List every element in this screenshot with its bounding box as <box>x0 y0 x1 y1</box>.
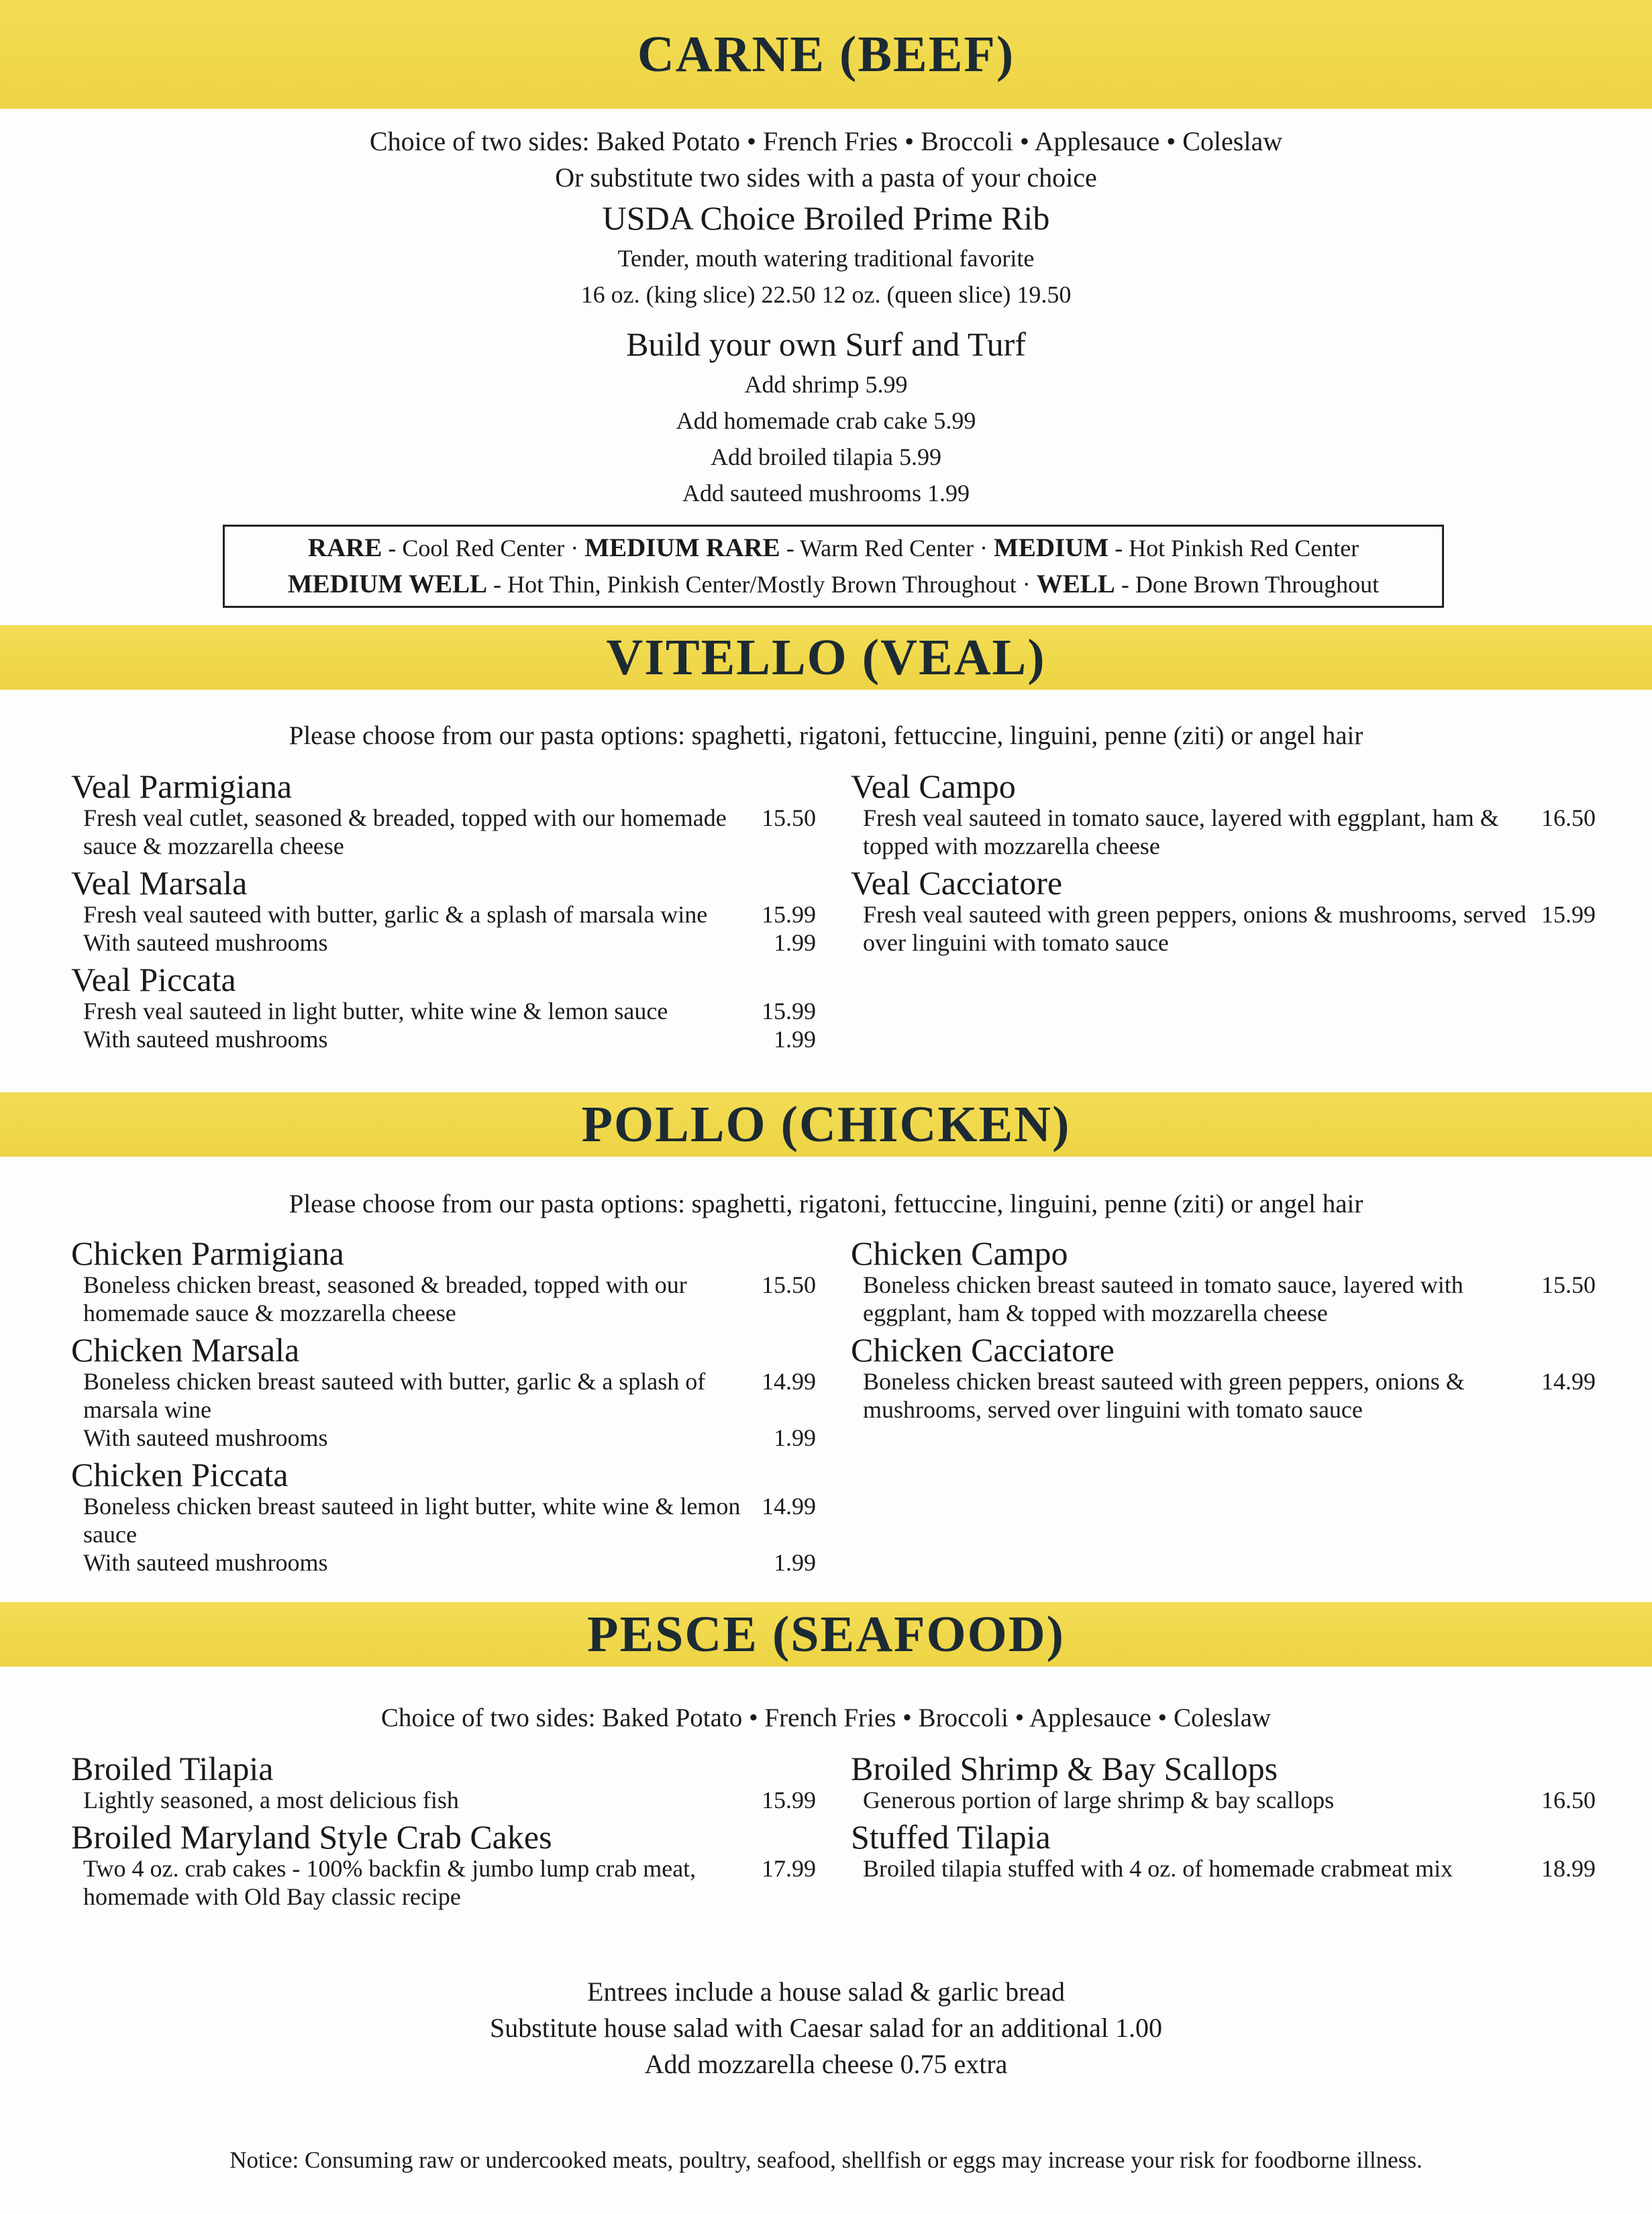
menu-item-name: Broiled Shrimp & Bay Scallops <box>851 1750 1278 1787</box>
doneness-label: MEDIUM WELL <box>287 570 488 598</box>
carne-sides: Choice of two sides: Baked Potato • French Fries • Broccoli • Applesauce • Coleslaw <box>369 126 1283 156</box>
menu-item-description: Boneless chicken breast sauteed in tomato sauce, layered with eggplant, ham & topped with mozzarella cheese <box>863 1271 1463 1326</box>
surf-turf-name: Build your own Surf and Turf <box>626 325 1026 363</box>
menu-item-price: 16.50 <box>1541 804 1596 831</box>
menu-item-name: Broiled Maryland Style Crab Cakes <box>71 1818 552 1856</box>
menu-item-price: 1.99 <box>774 1549 816 1576</box>
menu-item <box>851 1820 1596 1883</box>
menu-item-row <box>851 1367 1596 1424</box>
menu-item <box>71 1820 816 1911</box>
surf-turf-addon: Add homemade crab cake 5.99 <box>676 407 976 434</box>
menu-item <box>71 962 816 1053</box>
prime-rib-desc: Tender, mouth watering traditional favorite <box>617 245 1035 272</box>
menu-item-name: Veal Parmigiana <box>71 768 293 805</box>
menu-item-name: Chicken Parmigiana <box>71 1234 344 1272</box>
footer-line: Entrees include a house salad & garlic bread <box>587 1976 1065 2007</box>
menu-item-row <box>71 1854 816 1911</box>
foodborne-notice: Notice: Consuming raw or undercooked meats, poultry, seafood, shellfish or eggs may increase your risk for foodborne illness. <box>229 2147 1423 2173</box>
doneness-desc: - Done Brown Throughout <box>1115 571 1380 598</box>
doneness-label: WELL <box>1036 570 1115 598</box>
menu-item-price: 1.99 <box>774 1424 816 1451</box>
menu-item-row <box>71 1025 816 1053</box>
menu-item-price: 15.50 <box>1541 1271 1596 1298</box>
menu-item-description: With sauteed mushrooms <box>83 1424 328 1451</box>
menu-item-price: 15.50 <box>762 1271 816 1298</box>
menu-item-row <box>71 929 816 957</box>
carne-header-band <box>0 0 1652 109</box>
doneness-desc: - Cool Red Center · <box>382 535 585 562</box>
surf-turf-addon: Add sauteed mushrooms 1.99 <box>682 480 970 507</box>
menu-item-price: 14.99 <box>762 1368 816 1395</box>
surf-turf-addon: Add shrimp 5.99 <box>744 371 908 398</box>
menu-item-price: 15.99 <box>762 1787 816 1813</box>
footer-line: Substitute house salad with Caesar salad for an additional 1.00 <box>489 2013 1162 2043</box>
menu-item-row <box>71 1786 816 1814</box>
doneness-label: MEDIUM RARE <box>584 533 780 562</box>
menu-item <box>851 1751 1596 1814</box>
menu-item-row <box>851 900 1596 957</box>
menu-item-price: 16.50 <box>1541 1787 1596 1813</box>
doneness-row <box>225 566 1442 602</box>
menu-item <box>71 1751 816 1814</box>
carne-title: CARNE (BEEF) <box>637 25 1015 83</box>
vitello-title: VITELLO (VEAL) <box>606 629 1046 686</box>
menu-item-description: With sauteed mushrooms <box>83 929 328 956</box>
pesce-sides: Choice of two sides: Baked Potato • French Fries • Broccoli • Applesauce • Coleslaw <box>380 1703 1272 1732</box>
pesce-header-band <box>0 1602 1652 1667</box>
doneness-label: MEDIUM <box>994 533 1109 562</box>
menu-item-price: 18.99 <box>1541 1855 1596 1882</box>
menu-item-description: Fresh veal sauteed with butter, garlic & a splash of marsala wine <box>83 901 708 928</box>
pollo-pasta-note: Please choose from our pasta options: spaghetti, rigatoni, fettuccine, linguini, penne (ziti) or angel hair <box>289 1190 1363 1218</box>
doneness-desc: - Hot Thin, Pinkish Center/Mostly Brown Throughout · <box>487 571 1037 598</box>
menu-item-price: 1.99 <box>774 929 816 956</box>
prime-rib-prices: 16 oz. (king slice) 22.50 12 oz. (queen slice) 19.50 <box>580 281 1072 308</box>
menu-item <box>851 865 1596 957</box>
menu-item-row <box>851 1786 1596 1814</box>
surf-turf-addon: Add broiled tilapia 5.99 <box>711 443 941 470</box>
menu-item-description: Boneless chicken breast, seasoned & breaded, topped with our homemade sauce & mozzarella cheese <box>83 1271 687 1326</box>
menu-item-description: Fresh veal sauteed in tomato sauce, layered with eggplant, ham & topped with mozzarella cheese <box>863 804 1499 859</box>
carne-intro <box>0 123 1652 511</box>
pollo-header-band <box>0 1092 1652 1157</box>
footer-line: Add mozzarella cheese 0.75 extra <box>644 2049 1008 2079</box>
menu-item-price: 15.99 <box>762 901 816 928</box>
pesce-right-column <box>851 1751 1596 1888</box>
menu-item-row <box>71 900 816 929</box>
menu-item-description: Generous portion of large shrimp & bay scallops <box>863 1787 1335 1813</box>
doneness-label: RARE <box>307 533 382 562</box>
menu-item-description: With sauteed mushrooms <box>83 1026 328 1053</box>
menu-item-description: Fresh veal sauteed in light butter, white wine & lemon sauce <box>83 998 668 1024</box>
doneness-row <box>225 530 1442 566</box>
menu-item <box>71 1332 816 1452</box>
menu-item-description: With sauteed mushrooms <box>83 1549 328 1576</box>
doneness-desc: - Warm Red Center · <box>780 535 994 562</box>
menu-item-row <box>71 1367 816 1424</box>
menu-item-description: Fresh veal sauteed with green peppers, onions & mushrooms, served over linguini with tomato sauce <box>863 901 1527 956</box>
menu-item-name: Veal Campo <box>851 768 1016 805</box>
menu-item-description: Boneless chicken breast sauteed with green peppers, onions & mushrooms, served over linguini with tomato sauce <box>863 1368 1465 1423</box>
menu-item-name: Stuffed Tilapia <box>851 1818 1051 1856</box>
menu-item-name: Chicken Piccata <box>71 1456 289 1493</box>
menu-item-price: 14.99 <box>762 1493 816 1520</box>
menu-item <box>851 1236 1596 1327</box>
vitello-header-band <box>0 625 1652 690</box>
menu-item-price: 1.99 <box>774 1026 816 1053</box>
menu-item-name: Chicken Campo <box>851 1234 1068 1272</box>
menu-item-description: Boneless chicken breast sauteed with butter, garlic & a splash of marsala wine <box>83 1368 706 1423</box>
menu-item-name: Veal Cacciatore <box>851 864 1063 902</box>
menu-item <box>851 769 1596 860</box>
carne-substitute: Or substitute two sides with a pasta of your choice <box>555 162 1097 193</box>
vitello-left-column <box>71 769 816 1059</box>
menu-item-description: Broiled tilapia stuffed with 4 oz. of homemade crabmeat mix <box>863 1855 1453 1882</box>
pesce-title: PESCE (SEAFOOD) <box>587 1605 1065 1663</box>
menu-item-row <box>71 1492 816 1548</box>
menu-item-description: Two 4 oz. crab cakes - 100% backfin & jumbo lump crab meat, homemade with Old Bay classic recipe <box>83 1855 696 1910</box>
pollo-right-column <box>851 1236 1596 1429</box>
doneness-desc: - Hot Pinkish Red Center <box>1108 535 1359 562</box>
menu-item-description: Fresh veal cutlet, seasoned & breaded, topped with our homemade sauce & mozzarella cheese <box>83 804 727 859</box>
menu-item-row <box>71 1424 816 1452</box>
menu-item-price: 15.50 <box>762 804 816 831</box>
menu-item <box>851 1332 1596 1424</box>
vitello-pasta-note: Please choose from our pasta options: spaghetti, rigatoni, fettuccine, linguini, penne (ziti) or angel hair <box>289 721 1363 750</box>
menu-item-row <box>71 1548 816 1577</box>
menu-item <box>71 1457 816 1577</box>
footer-notes <box>0 1974 1652 2083</box>
menu-item-name: Veal Piccata <box>71 961 236 998</box>
pollo-title: POLLO (CHICKEN) <box>581 1096 1071 1153</box>
menu-item-name: Veal Marsala <box>71 864 248 902</box>
menu-item-description: Lightly seasoned, a most delicious fish <box>83 1787 459 1813</box>
menu-item-name: Chicken Cacciatore <box>851 1331 1115 1369</box>
menu-item-price: 15.99 <box>762 998 816 1024</box>
doneness-guide <box>223 525 1444 608</box>
menu-item-row <box>71 997 816 1025</box>
pesce-left-column <box>71 1751 816 1916</box>
menu-item <box>71 865 816 957</box>
menu-item-name: Broiled Tilapia <box>71 1750 274 1787</box>
menu-item <box>71 1236 816 1327</box>
menu-item-price: 15.99 <box>1541 901 1596 928</box>
pollo-left-column <box>71 1236 816 1582</box>
menu-item-price: 17.99 <box>762 1855 816 1882</box>
menu-item <box>71 769 816 860</box>
vitello-right-column <box>851 769 1596 962</box>
menu-item-row <box>71 1271 816 1327</box>
menu-item-row <box>851 1271 1596 1327</box>
menu-item-row <box>851 804 1596 860</box>
menu-item-row <box>851 1854 1596 1883</box>
menu-item-name: Chicken Marsala <box>71 1331 300 1369</box>
menu-item-description: Boneless chicken breast sauteed in light butter, white wine & lemon sauce <box>83 1493 741 1548</box>
prime-rib-name: USDA Choice Broiled Prime Rib <box>602 199 1050 237</box>
menu-item-row <box>71 804 816 860</box>
menu-item-price: 14.99 <box>1541 1368 1596 1395</box>
